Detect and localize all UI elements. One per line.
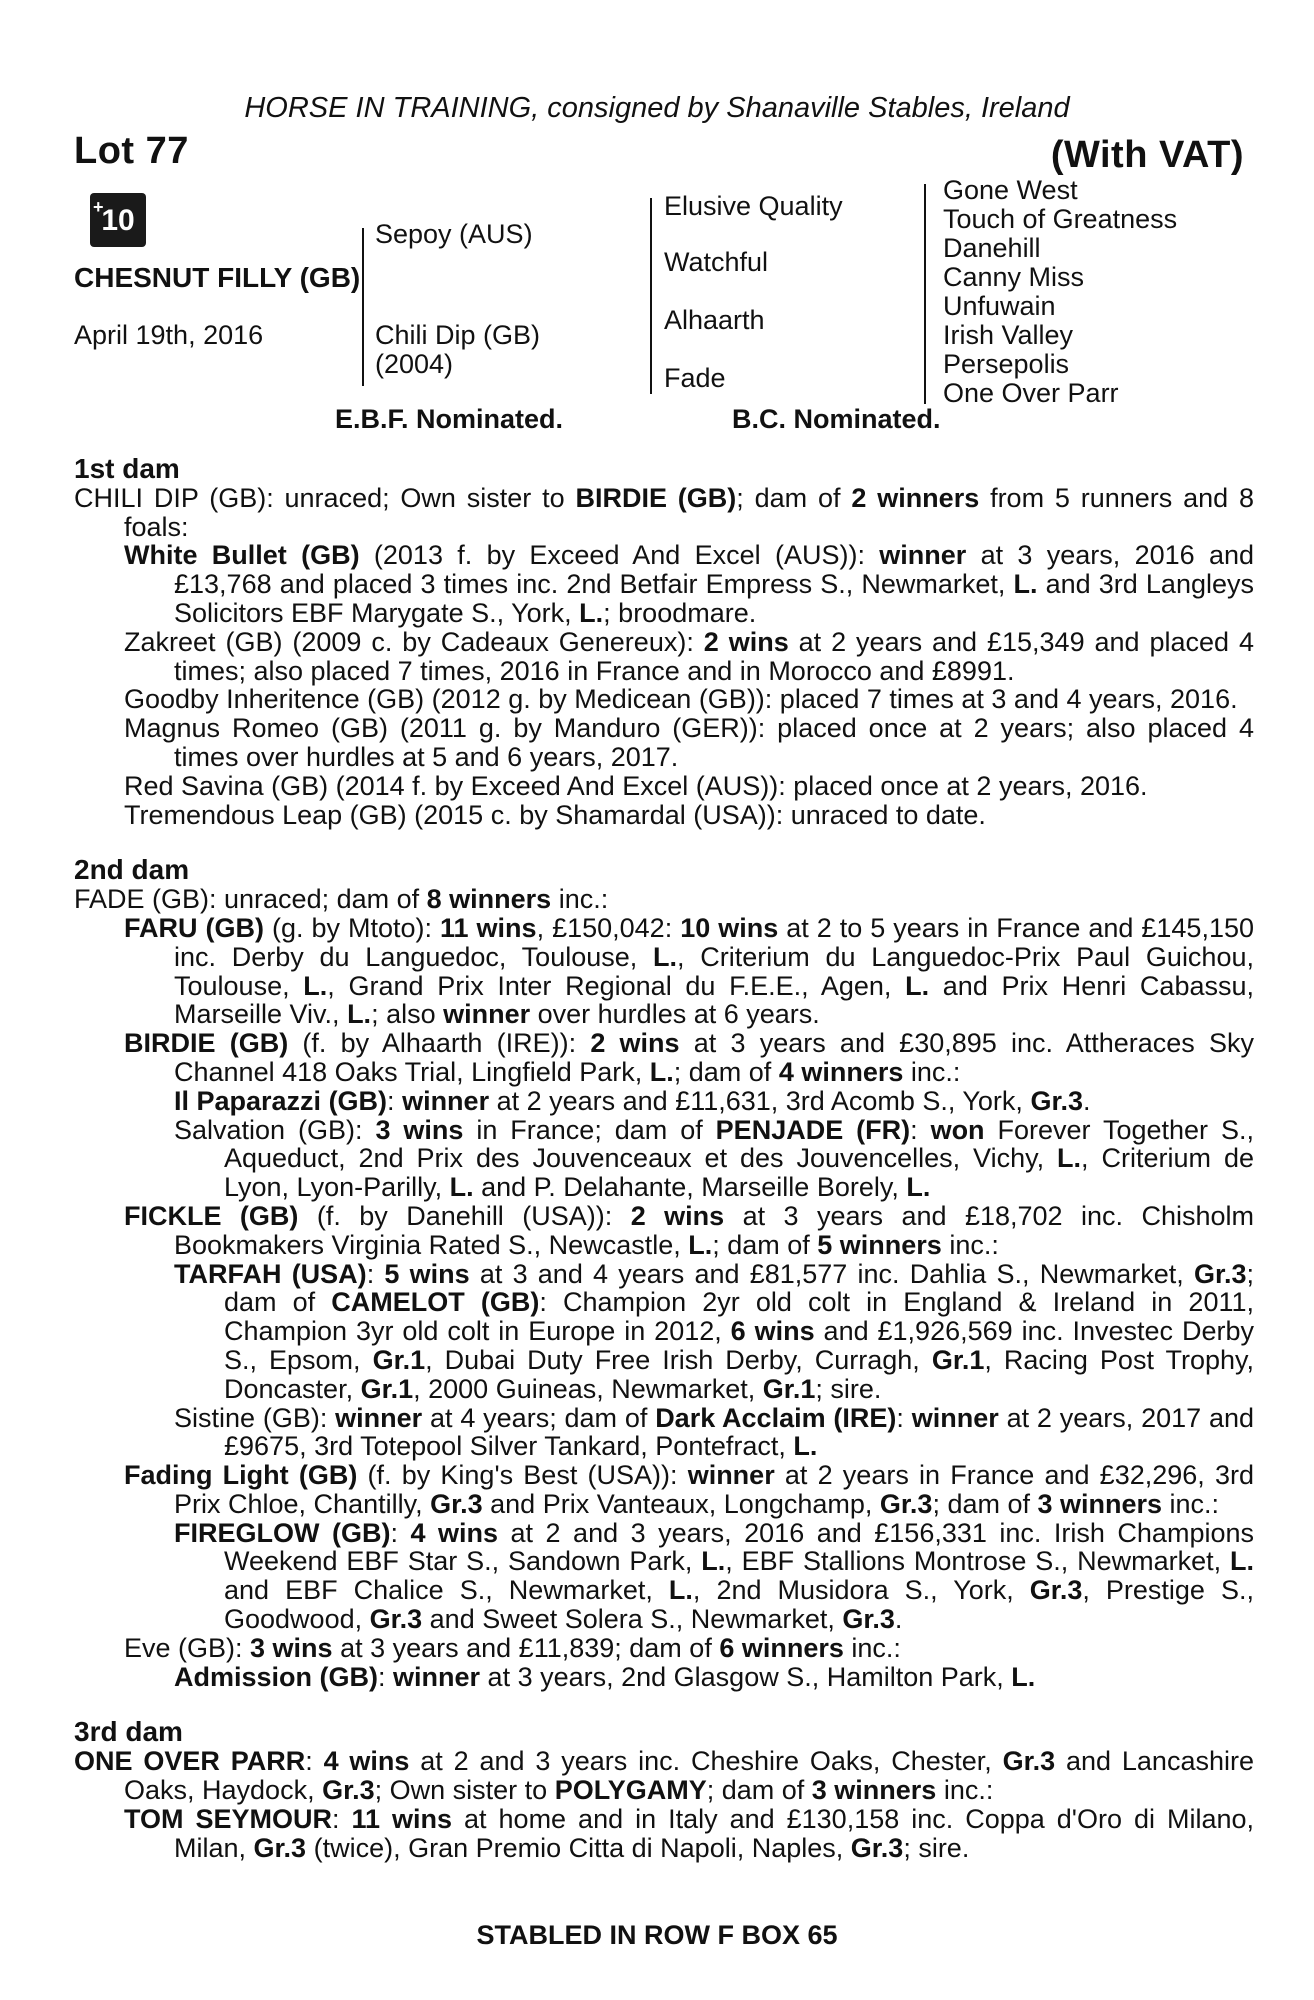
produce-entry: FARU (GB) (g. by Mtoto): 11 wins, £150,042: 10 wins at 2 to 5 years in France and £145,150 inc. Derby du Languedoc, Toulouse, L., Criterium du Languedoc-Prix Paul Guichou, Toulouse, L., Grand Prix Inter Regional du F.E.E., Agen, L. and Prix Henri Cabassu, Marseille Viv., L.; also winner over hurdles at 6 years.	[124, 912, 1254, 1030]
produce-entry: Goodby Inheritence (GB) (2012 g. by Medicean (GB)): placed 7 times at 3 and 4 years, 2016.	[124, 684, 1238, 715]
dam-entry: FADE (GB): unraced; dam of 8 winners inc.:	[74, 884, 609, 915]
produce-entry: Salvation (GB): 3 wins in France; dam of PENJADE (FR): won Forever Together S., Aqueduct, 2nd Prix des Jouvenceaux et des Jouvencelles, Vichy, L., Criterium de Lyon, Lyon-Parilly, L. and P. Delahante, Marseille Borely, L.	[174, 1114, 1254, 1203]
dam-entry: ONE OVER PARR: 4 wins at 2 and 3 years inc. Cheshire Oaks, Chester, Gr.3 and Lancashire Oaks, Haydock, Gr.3; Own sister to POLYGAMY; dam of 3 winners inc.:	[74, 1746, 1254, 1806]
produce-entry: Zakreet (GB) (2009 c. by Cadeaux Genereux): 2 wins at 2 years and £15,349 and placed 4 times; also placed 7 times, 2016 in France and in Morocco and £8991.	[124, 626, 1255, 686]
dam-family-text	[74, 455, 1254, 1862]
pedigree-ancestor: Persepolis	[943, 349, 1070, 379]
produce-entry: Eve (GB): 3 wins at 3 years and £11,839; dam of 6 winners inc.:	[124, 1632, 901, 1663]
produce-entry: Admission (GB): winner at 3 years, 2nd Glasgow S., Hamilton Park, L.	[174, 1661, 1036, 1692]
pedigree-granddam-1: Watchful	[664, 247, 769, 277]
pedigree-divider-1	[362, 228, 364, 386]
vat-status: (With VAT)	[1050, 134, 1244, 176]
pedigree-ancestor: One Over Parr	[943, 378, 1119, 408]
foaling-date: April 19th, 2016	[74, 320, 264, 350]
consignment-header: HORSE IN TRAINING, consigned by Shanaville Stables, Ireland	[244, 92, 1070, 124]
pedigree-ancestor: Unfuwain	[943, 291, 1056, 321]
produce-entry: Red Savina (GB) (2014 f. by Exceed And Excel (AUS)): placed once at 2 years, 2016.	[124, 770, 1148, 801]
section-heading: 1st dam	[74, 453, 180, 484]
pedigree-ancestor: Irish Valley	[943, 320, 1074, 350]
pedigree-sire: Sepoy (AUS)	[375, 219, 533, 249]
produce-entry: White Bullet (GB) (2013 f. by Exceed And Excel (AUS)): winner at 3 years, 2016 and £13,768 and placed 3 times inc. 2nd Betfair Empress S., Newmarket, L. and 3rd Langleys Solicitors EBF Marygate S., York, L.; broodmare.	[124, 540, 1254, 628]
produce-entry: Sistine (GB): winner at 4 years; dam of Dark Acclaim (IRE): winner at 2 years, 2017 and £9675, 3rd Totepool Silver Tankard, Pontefract, L.	[174, 1402, 1254, 1462]
pedigree-granddam-2: Fade	[664, 363, 726, 393]
produce-entry: FIREGLOW (GB): 4 wins at 2 and 3 years, 2016 and £156,331 inc. Irish Champions Weekend EBF Star S., Sandown Park, L., EBF Stallions Montrose S., Newmarket, L. and EBF Chalice S., Newmarket, L., 2nd Musidora S., York, Gr.3, Prestige S., Goodwood, Gr.3 and Sweet Solera S., Newmarket, Gr.3.	[174, 1517, 1254, 1635]
badge-number: 10	[101, 204, 135, 237]
produce-entry: Il Paparazzi (GB): winner at 2 years and £11,631, 3rd Acomb S., York, Gr.3.	[174, 1085, 1091, 1116]
produce-entry: BIRDIE (GB) (f. by Alhaarth (IRE)): 2 wins at 3 years and £30,895 inc. Attheraces Sky Channel 418 Oaks Trial, Lingfield Park, L.; dam of 4 winners inc.:	[124, 1028, 1254, 1087]
ebf-nomination: E.B.F. Nominated.	[335, 404, 564, 434]
stabling-info: STABLED IN ROW F BOX 65	[476, 1920, 838, 1950]
dam-entry: CHILI DIP (GB): unraced; Own sister to BIRDIE (GB); dam of 2 winners from 5 runners and 8 foals:	[74, 482, 1255, 542]
horse-description: CHESNUT FILLY (GB)	[74, 262, 361, 293]
produce-entry: Magnus Romeo (GB) (2011 g. by Manduro (GER)): placed once at 2 years; also placed 4 times over hurdles at 5 and 6 years, 2017.	[124, 713, 1254, 772]
produce-entry: Tremendous Leap (GB) (2015 c. by Shamardal (USA)): unraced to date.	[124, 799, 986, 830]
rating-badge-icon	[90, 193, 146, 247]
pedigree-ancestor: Touch of Greatness	[943, 204, 1178, 234]
pedigree-grandsire-1: Elusive Quality	[664, 191, 843, 221]
pedigree-dam: Chili Dip (GB)	[375, 320, 541, 350]
lot-number: Lot 77	[74, 130, 189, 172]
produce-entry: TOM SEYMOUR: 11 wins at home and in Italy and £130,158 inc. Coppa d'Oro di Milano, Milan, Gr.3 (twice), Gran Premio Citta di Napoli, Naples, Gr.3; sire.	[124, 1803, 1254, 1863]
produce-entry: FICKLE (GB) (f. by Danehill (USA)): 2 wins at 3 years and £18,702 inc. Chisholm Bookmakers Virginia Rated S., Newcastle, L.; dam of 5 winners inc.:	[124, 1200, 1254, 1260]
pedigree-dam-year: (2004)	[375, 349, 454, 379]
bc-nomination: B.C. Nominated.	[732, 404, 941, 434]
section-heading: 2nd dam	[74, 854, 190, 886]
badge-plus: +	[93, 197, 104, 217]
pedigree-ancestor: Danehill	[943, 233, 1041, 263]
pedigree-divider-2	[650, 198, 652, 394]
section-heading: 3rd dam	[74, 1716, 183, 1748]
pedigree-grandsire-2: Alhaarth	[664, 305, 765, 335]
pedigree-divider-3	[924, 184, 926, 404]
pedigree-ancestor: Gone West	[943, 175, 1078, 205]
pedigree-ancestor: Canny Miss	[943, 262, 1085, 292]
produce-entry: TARFAH (USA): 5 wins at 3 and 4 years and £81,577 inc. Dahlia S., Newmarket, Gr.3; dam of CAMELOT (GB): Champion 2yr old colt in England & Ireland in 2011, Champion 3yr old colt in Europe in 2012, 6 wins and £1,926,569 inc. Investec Derby S., Epsom, Gr.1, Dubai Duty Free Irish Derby, Curragh, Gr.1, Racing Post Trophy, Doncaster, Gr.1, 2000 Guineas, Newmarket, Gr.1; sire.	[174, 1258, 1255, 1404]
produce-entry: Fading Light (GB) (f. by King's Best (USA)): winner at 2 years in France and £32,296, 3rd Prix Chloe, Chantilly, Gr.3 and Prix Vanteaux, Longchamp, Gr.3; dam of 3 winners inc.:	[124, 1460, 1254, 1519]
